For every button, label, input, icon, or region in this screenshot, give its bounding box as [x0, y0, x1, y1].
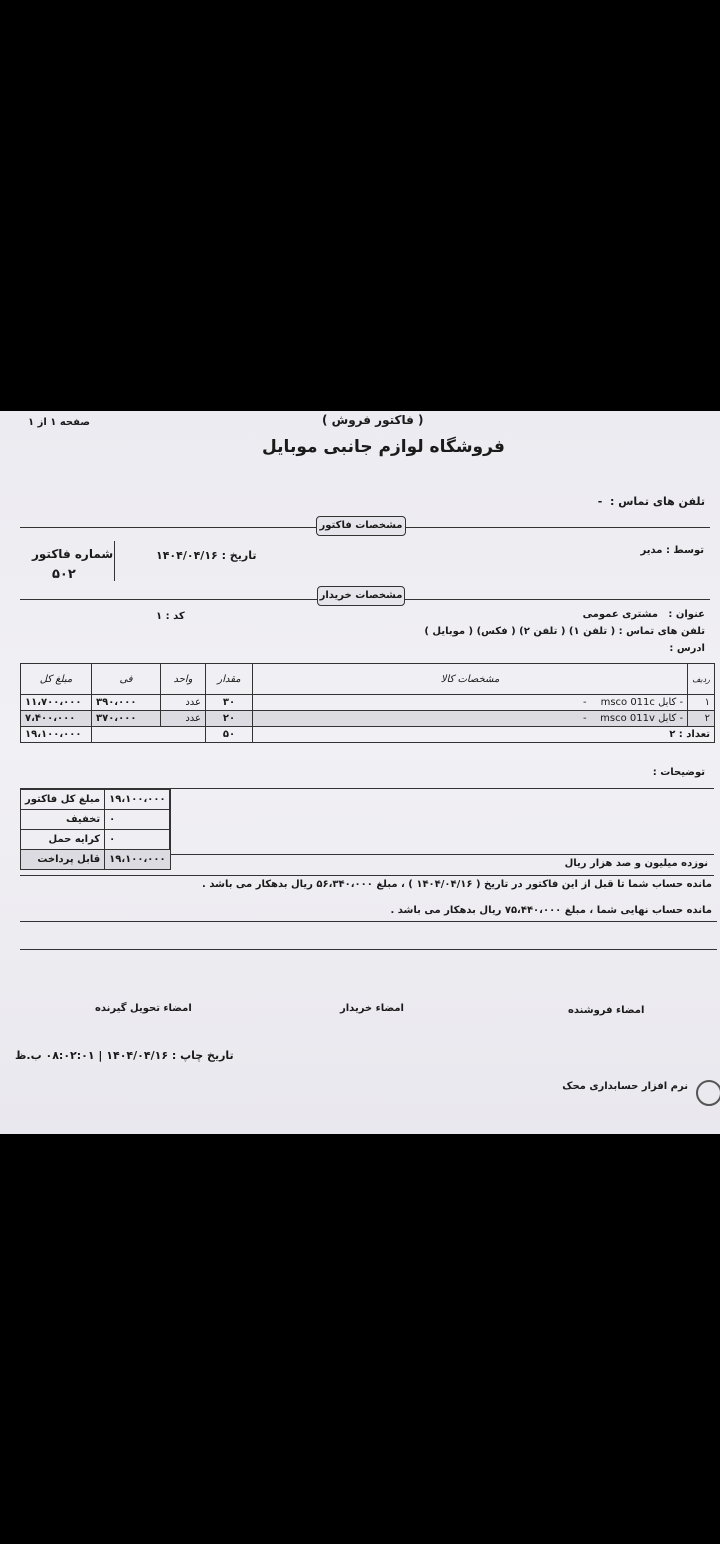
row-desc — [253, 711, 688, 727]
buyer-title-value: مشتری عمومی — [582, 609, 658, 620]
row-total: ۱۱،۷۰۰،۰۰۰ — [21, 695, 92, 711]
summary-row — [21, 830, 171, 850]
invoice-number-value: ۵۰۲ — [52, 567, 76, 582]
summary-label: کرایه حمل — [21, 830, 105, 850]
row-desc-text: - کابل msco 011v — [600, 713, 684, 724]
buyer-code: کد : ۱ — [156, 611, 185, 622]
table-row — [21, 711, 715, 727]
item-count: تعداد : ۲ — [253, 727, 715, 743]
balance-before: مانده حساب شما تا قبل از این فاکتور در تاریخ ( ۱۴۰۴/۰۴/۱۶ ) ، مبلغ ۵۶،۳۴۰،۰۰۰ ریال بدهکار می باشد . — [202, 879, 712, 890]
summary-value: ۱۹،۱۰۰،۰۰۰ — [105, 790, 170, 810]
total-amount-sum: ۱۹،۱۰۰،۰۰۰ — [21, 727, 92, 743]
summary-value: ۰ — [105, 830, 170, 850]
total-qty-sum: ۵۰ — [206, 727, 253, 743]
buyer-title-label: عنوان : — [668, 609, 705, 620]
total-row-empty — [92, 727, 206, 743]
balance-divider — [20, 921, 717, 922]
summary-value: ۰ — [105, 810, 170, 830]
summary-row — [21, 790, 171, 810]
summary-value: ۱۹،۱۰۰،۰۰۰ — [105, 850, 170, 870]
summary-label: قابل پرداخت — [21, 850, 105, 870]
receiver-signature-label: امضاء تحویل گیرنده — [95, 1003, 192, 1014]
row-desc-text: - کابل msco 011c — [600, 697, 684, 708]
balance-final: مانده حساب نهایی شما ، مبلغ ۷۵،۴۴۰،۰۰۰ ریال بدهکار می باشد . — [390, 905, 712, 916]
col-header-desc: مشخصات کالا — [253, 664, 688, 695]
document-type: ( فاکتور فروش ) — [322, 413, 424, 427]
row-qty: ۲۰ — [206, 711, 253, 727]
summary-row — [21, 850, 171, 870]
row-price: ۳۷۰،۰۰۰ — [92, 711, 161, 727]
amount-in-words: نوزده میلیون و صد هزار ریال — [564, 858, 708, 869]
row-desc-dash: - — [583, 713, 587, 724]
invoice-number-divider — [114, 541, 115, 581]
col-header-unit: واحد — [161, 664, 206, 695]
section-label-buyer: مشخصات خریدار — [317, 586, 405, 606]
buyer-signature-label: امضاء خریدار — [340, 1003, 404, 1014]
row-price: ۳۹۰،۰۰۰ — [92, 695, 161, 711]
row-qty: ۳۰ — [206, 695, 253, 711]
col-header-price: فی — [92, 664, 161, 695]
row-total: ۷،۴۰۰،۰۰۰ — [21, 711, 92, 727]
row-unit: عدد — [161, 695, 206, 711]
store-name: فروشگاه لوازم جانبی موبایل — [262, 437, 505, 457]
print-date: تاریخ چاپ : ۱۴۰۴/۰۴/۱۶ | ۰۸:۰۲:۰۱ ب.ظ — [15, 1049, 234, 1062]
summary-row — [21, 810, 171, 830]
table-row — [21, 695, 715, 711]
col-header-qty: مقدار — [206, 664, 253, 695]
issued-by: توسط : مدیر — [640, 545, 704, 556]
summary-label: تخفیف — [21, 810, 105, 830]
software-name: نرم افزار حسابداری محک — [562, 1081, 688, 1092]
invoice-paper — [0, 411, 720, 1134]
amount-words-divider — [170, 854, 714, 855]
row-desc-dash: - — [583, 697, 587, 708]
summary-table — [20, 789, 171, 870]
invoice-date: تاریخ : ۱۴۰۴/۰۴/۱۶ — [156, 549, 257, 562]
col-header-row: ردیف — [688, 664, 715, 695]
invoice-number-label: شماره فاکتور — [32, 547, 114, 561]
mahak-logo-icon — [696, 1080, 720, 1106]
row-desc — [253, 695, 688, 711]
notes-label: توضیحات : — [652, 767, 705, 778]
items-total-row — [21, 727, 715, 743]
seller-signature-label: امضاء فروشنده — [568, 1005, 645, 1016]
page-number: صفحه ۱ از ۱ — [28, 417, 90, 428]
section-label-invoice: مشخصات فاکتور — [316, 516, 406, 536]
row-number: ۲ — [688, 711, 715, 727]
row-unit: عدد — [161, 711, 206, 727]
contact-phones-label: تلفن های تماس : - — [597, 495, 705, 508]
buyer-address-label: ادرس : — [669, 643, 705, 654]
footer-divider — [20, 949, 717, 950]
buyer-phones: تلفن های تماس : ( تلفن ۱) ( تلفن ۲) ( فکس) ( موبایل ) — [424, 626, 705, 637]
row-number: ۱ — [688, 695, 715, 711]
summary-label: مبلغ کل فاکتور — [21, 790, 105, 810]
items-table — [20, 663, 715, 743]
items-table-header — [21, 664, 715, 695]
col-header-total: مبلغ کل — [21, 664, 92, 695]
